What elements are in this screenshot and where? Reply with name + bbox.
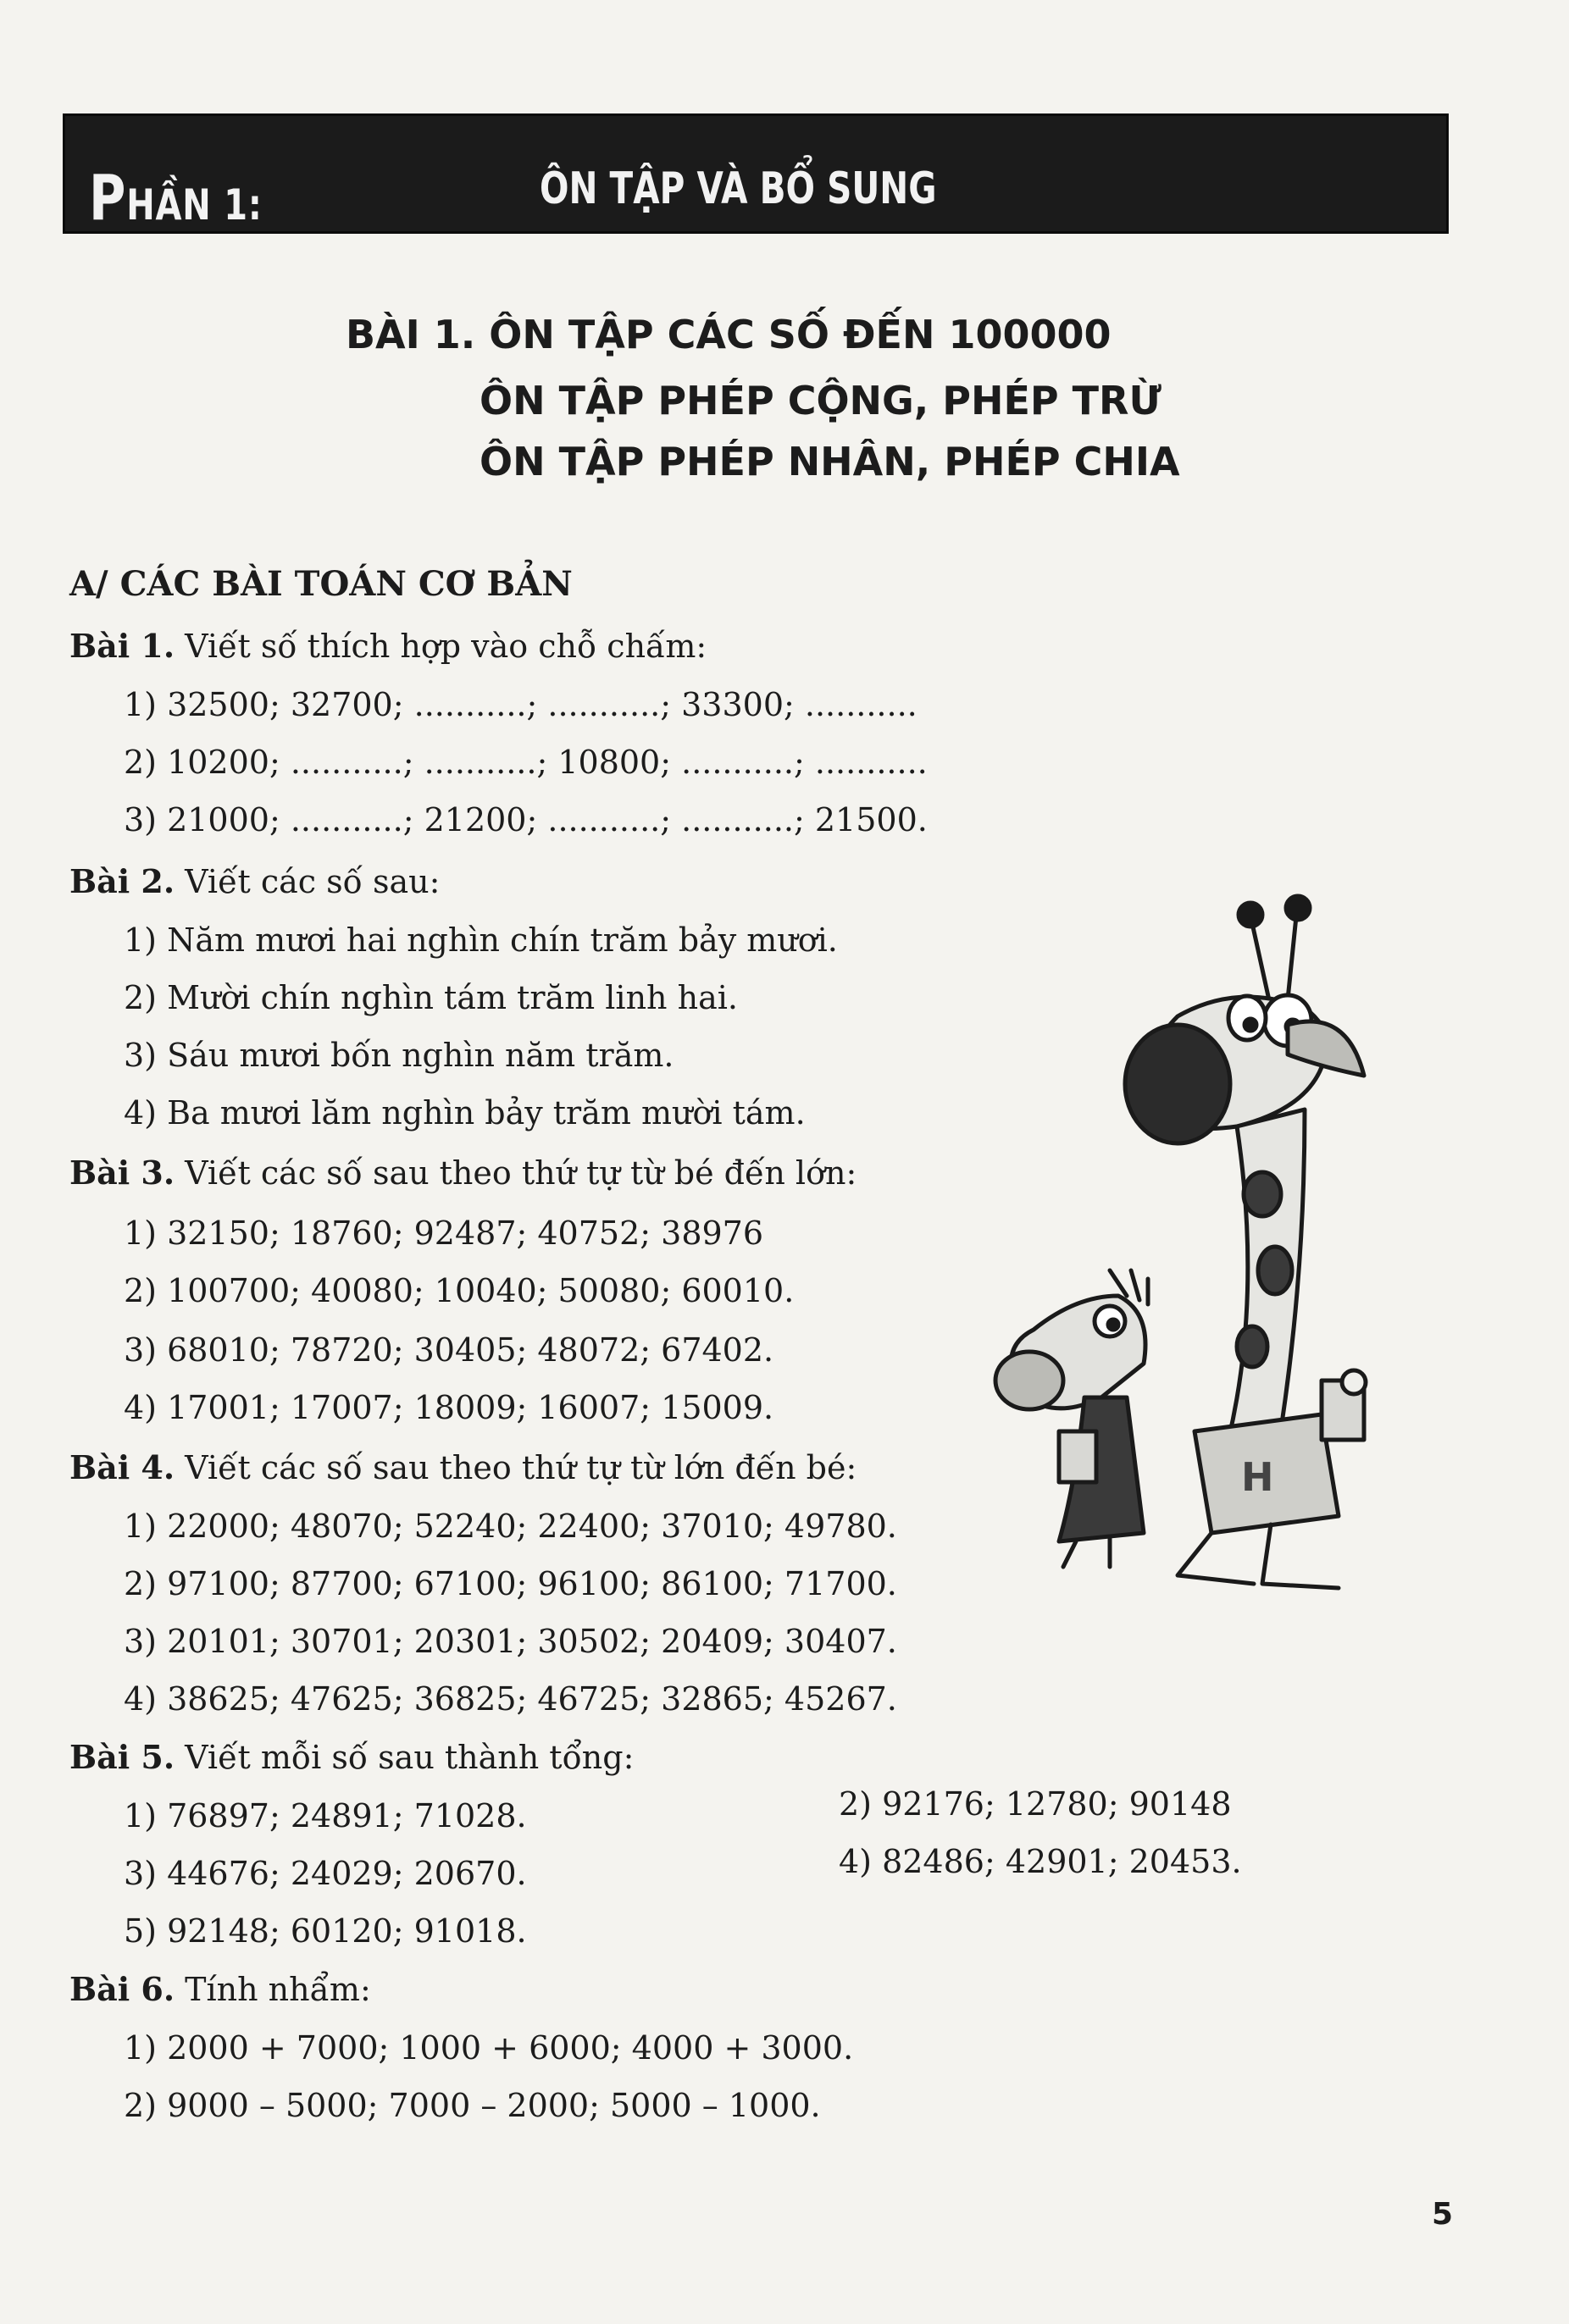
part-label	[89, 162, 263, 235]
section-title: A/ CÁC BÀI TOÁN CƠ BẢN	[69, 564, 573, 604]
exercise-label: Bài 4.	[69, 1448, 175, 1486]
giraffe-zebra-illustration	[983, 872, 1389, 1601]
part-initial: P	[89, 162, 127, 235]
shirt-letter: H	[1241, 1454, 1274, 1500]
exercise-label: Bài 3.	[69, 1154, 175, 1192]
exercise-item: 3) 44676; 24029; 20670.	[124, 1855, 527, 1892]
exercise-label: Bài 2.	[69, 862, 175, 900]
exercise-item: 3) Sáu mươi bốn nghìn năm trăm.	[124, 1037, 674, 1074]
exercise-item: 1) 2000 + 7000; 1000 + 6000; 4000 + 3000.	[124, 2029, 854, 2067]
part-rest: HẦN 1:	[126, 180, 263, 230]
exercise-item: 1) 22000; 48070; 52240; 22400; 37010; 49780.	[124, 1508, 897, 1545]
exercise-label: Bài 1.	[69, 627, 175, 665]
exercise-4-heading	[69, 1448, 857, 1486]
exercise-prompt: Viết các số sau theo thứ tự từ bé đến lớn:	[175, 1154, 857, 1192]
exercise-label: Bài 5.	[69, 1738, 175, 1776]
lesson-title-line-3: ÔN TẬP PHÉP NHÂN, PHÉP CHIA	[480, 439, 1180, 484]
exercise-label: Bài 6.	[69, 1970, 175, 2008]
exercise-prompt: Viết các số sau:	[175, 863, 441, 900]
exercise-prompt: Viết các số sau theo thứ tự từ lớn đến bé:	[175, 1449, 857, 1486]
exercise-item: 1) Năm mươi hai nghìn chín trăm bảy mươi.	[124, 921, 838, 959]
exercise-item: 3) 68010; 78720; 30405; 48072; 67402.	[124, 1331, 774, 1369]
lesson-title-line-1: BÀI 1. ÔN TẬP CÁC SỐ ĐẾN 100000	[346, 312, 1112, 357]
exercise-item: 4) 17001; 17007; 18009; 16007; 15009.	[124, 1389, 774, 1426]
exercise-item: 3) 20101; 30701; 20301; 30502; 20409; 30407.	[124, 1623, 897, 1660]
exercise-prompt: Viết số thích hợp vào chỗ chấm:	[175, 628, 707, 665]
exercise-item: 3) 21000; ...........; 21200; ...........; ...........; 21500.	[124, 801, 928, 838]
exercise-item: 2) Mười chín nghìn tám trăm linh hai.	[124, 979, 738, 1016]
exercise-prompt: Viết mỗi số sau thành tổng:	[175, 1739, 635, 1776]
exercise-prompt: Tính nhẩm:	[175, 1971, 371, 2008]
part-banner	[63, 113, 1449, 234]
exercise-item: 2) 100700; 40080; 10040; 50080; 60010.	[124, 1272, 795, 1309]
exercise-item: 1) 32150; 18760; 92487; 40752; 38976	[124, 1215, 764, 1252]
exercise-1-heading	[69, 627, 707, 665]
exercise-6-heading	[69, 1970, 371, 2008]
exercise-item: 2) 92176; 12780; 90148	[839, 1785, 1232, 1823]
exercise-2-heading	[69, 862, 440, 900]
exercise-item: 5) 92148; 60120; 91018.	[124, 1912, 527, 1950]
exercise-item: 1) 76897; 24891; 71028.	[124, 1797, 527, 1834]
lesson-title-line-2: ÔN TẬP PHÉP CỘNG, PHÉP TRỪ	[480, 378, 1162, 423]
exercise-item: 4) Ba mươi lăm nghìn bảy trăm mười tám.	[124, 1094, 806, 1132]
part-title: ÔN TẬP VÀ BỔ SUNG	[540, 163, 937, 214]
exercise-item: 2) 9000 – 5000; 7000 – 2000; 5000 – 1000.	[124, 2087, 821, 2124]
exercise-item: 1) 32500; 32700; ...........; ...........; 33300; ...........	[124, 686, 918, 723]
exercise-item: 2) 10200; ...........; ...........; 10800; ...........; ...........	[124, 744, 928, 781]
page-number: 5	[1432, 2197, 1454, 2232]
exercise-3-heading	[69, 1154, 857, 1192]
exercise-5-heading	[69, 1738, 634, 1776]
exercise-item: 4) 82486; 42901; 20453.	[839, 1843, 1242, 1880]
exercise-item: 4) 38625; 47625; 36825; 46725; 32865; 45267.	[124, 1680, 897, 1718]
exercise-item: 2) 97100; 87700; 67100; 96100; 86100; 71700.	[124, 1565, 897, 1602]
